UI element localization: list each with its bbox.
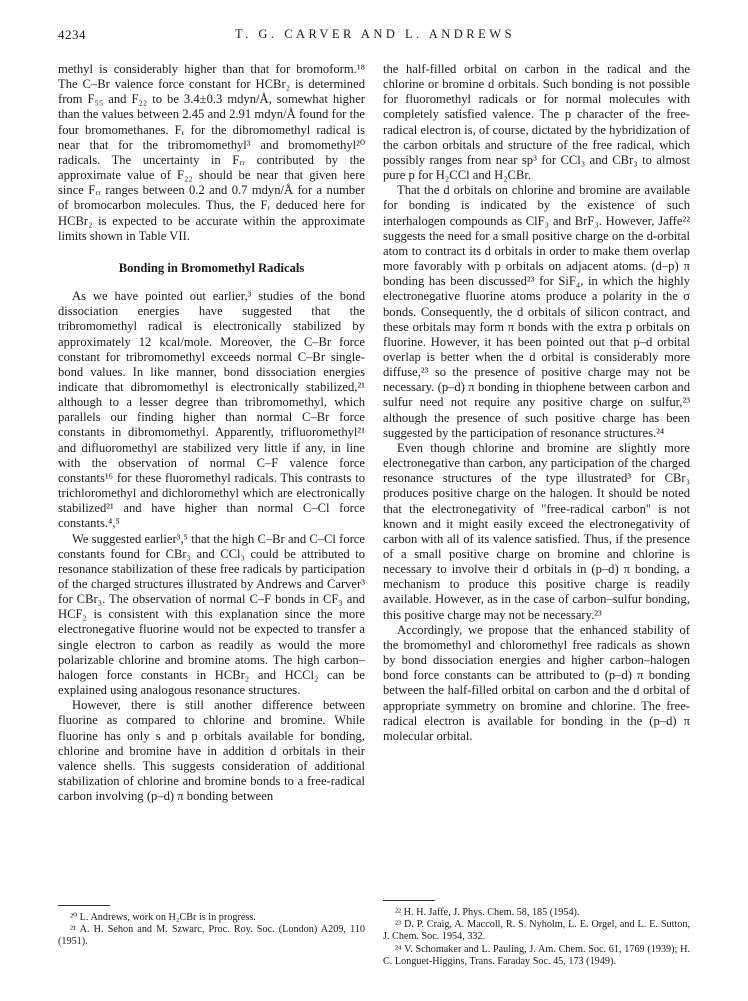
footnote: ²¹ A. H. Sehon and M. Szwarc, Proc. Roy. Soc. (London) A209, 110 (1951).: [58, 924, 365, 948]
footnote: ²² H. H. Jaffe, J. Phys. Chem. 58, 185 (1954).: [395, 907, 580, 918]
paragraph: Accordingly, we propose that the enhanced stability of the bromomethyl and chloromethyl free radicals as shown by bond dissociation energies and higher carbon–halogen bond force constants can be attributed to (p–d) π bonding between the half-filled orbital on carbon and the d orbital of appropriate symmetry on bromine and chlorine. The free-radical electron is available for bonding in the (p–d) π molecular orbital.: [383, 622, 690, 743]
footnotes-left: [58, 905, 365, 949]
paragraph: That the d orbitals on chlorine and bromine are available for bonding is indicated by the existence of such interhalogen compounds as ClF₃ and BrF₃. However, Jaffe²² suggests the need for a small positive charge on the d-orbital atom to contract its d orbitals in order to make them overlap more favorably with p orbitals on adjacent atoms. (d–p) π bonding has been discussed²³ for SiF₄, in which the highly electronegative fluorine atoms produce a polarity in the σ bonds. Consequently, the d orbitals of silicon contract, and these orbitals may form π bonds with the extra p orbitals on fluorine. However, it has been pointed out that p–d orbital overlap is better when the d orbital is considerably more diffuse,²³ so the presence of positive charge may not be necessary. (p–d) π bonding in thiophene between carbon and sulfur need not require any positive charge on sulfur,²³ although the presence of such positive charge has been suggested by the participation of resonance structures.²⁴: [383, 183, 690, 440]
footnote: ²⁰ L. Andrews, work on H₂CBr is in progress.: [70, 912, 256, 923]
paragraph: However, there is still another difference between fluorine as compared to chlorine and bromine. While fluorine has only s and p orbitals available for bonding, chlorine and bromine have in addition d orbitals in their valence shells. This suggests consideration of additional stabilization of chlorine and bromine bonds to a free-radical carbon involving (p–d) π bonding between: [58, 698, 365, 804]
paragraph: methyl is considerably higher than that for bromoform.¹⁸ The C–Br valence force constant for HCBr₂ is determined from F₅₅ and F₂₂ to be 3.4±0.3 mdyn/Å, somewhat higher than the values between 2.45 and 2.91 mdyn/Å found for the four bromomethanes. Fᵣ for the dibromomethyl radical is near that for the tribromomethyl³ and bromomethyl²⁰ radicals. The uncertainty in Fᵣᵣ contributed by the approximate value of F₂₂ should be near that given here since Fᵣᵣ ranges between 0.2 and 0.7 mdyn/Å for a number of bromocarbon molecules. Thus, the Fᵣ deduced here for HCBr₂ is expected to be accurate within the approximate limits shown in Table VII.: [58, 62, 365, 243]
right-column: [383, 62, 690, 744]
paragraph: the half-filled orbital on carbon in the radical and the chlorine or bromine d orbitals. Such bonding is not possible for fluoromethyl radicals or for normal molecules with completely satisfied valence. The p character of the free-radical electron is, of course, dictated by the hybridization of the carbon orbitals and structure of the free radical, which possibly ranges from near sp³ for CCl₃ and CBr₃ to almost pure p for H₂CCl and H₂CBr.: [383, 62, 690, 183]
paragraph: As we have pointed out earlier,³ studies of the bond dissociation energies have suggested that the tribromomethyl radical is electronically stabilized by approximately 12 kcal/mole. Moreover, the C–Br force constant for tribromomethyl exceeds normal C–Br single-bond values. In like manner, bond dissociation energies indicate that dibromomethyl is electronically stabilized,²¹ although to a lesser degree than tribromomethyl, which parallels our finding higher than normal C–Br force constants in dibromomethyl. Apparently, trifluoromethyl²¹ and difluoromethyl are stabilized very little if any, in line with the observation of normal C–F valence force constants¹⁶ for these fluoromethyl radicals. This contrasts to trichloromethyl and dichloromethyl which are electronically stabilized²¹ and have higher than normal C–Cl force constants.⁴,⁵: [58, 289, 365, 531]
footnote-rule: [383, 900, 435, 901]
footnotes-right: [383, 900, 690, 968]
section-heading: Bonding in Bromomethyl Radicals: [118, 260, 305, 275]
page-number: 4234: [58, 27, 86, 42]
footnote: ²⁴ V. Schomaker and L. Pauling, J. Am. Chem. Soc. 61, 1769 (1939); H. C. Longuet-Higgins, Trans. Faraday Soc. 45, 173 (1949).: [383, 943, 690, 967]
footnote: ²³ D. P. Craig, A. Maccoll, R. S. Nyholm, L. E. Orgel, and L. E. Sutton, J. Chem. Soc. 1954, 332.: [383, 919, 690, 943]
paragraph: We suggested earlier³,⁵ that the high C–Br and C–Cl force constants found for CBr₃ and CCl₃ could be attributed to resonance stabilization of these free radicals by participation of the charged structures illustrated by Andrews and Carver³ for CBr₃. The observation of normal C–F bonds in CF₃ and HCF₂ is consistent with this explanation since the more electronegative fluorine would not be expected to transfer a single electron to carbon as readily as would the more polarizable chlorine and bromine atoms. The high carbon–halogen force constants in HCBr₂ and HCCl₂ can be explained using analogous resonance structures.: [58, 531, 365, 698]
left-column: [58, 62, 365, 804]
running-head: T. G. CARVER AND L. ANDREWS: [234, 27, 516, 41]
footnote-rule: [58, 905, 110, 906]
paragraph: Even though chlorine and bromine are slightly more electronegative than carbon, any participation of the charged resonance structures of the type illustrated³ for CBr₃ produces positive charge on the halogen. It should be noted that the electronegativity of "free-radical carbon" is not known and it might easily exceed the electronegativity of carbon with all of its valence satisfied. Thus, if the presence of a small positive charge on bromine and chlorine is necessary to involve their d orbitals in (p–d) π bonding, a mechanism to produce this positive charge is readily available. However, as in the case of carbon–sulfur bonding, this positive charge may not be necessary.²³: [383, 440, 690, 622]
page-header: [58, 27, 692, 43]
